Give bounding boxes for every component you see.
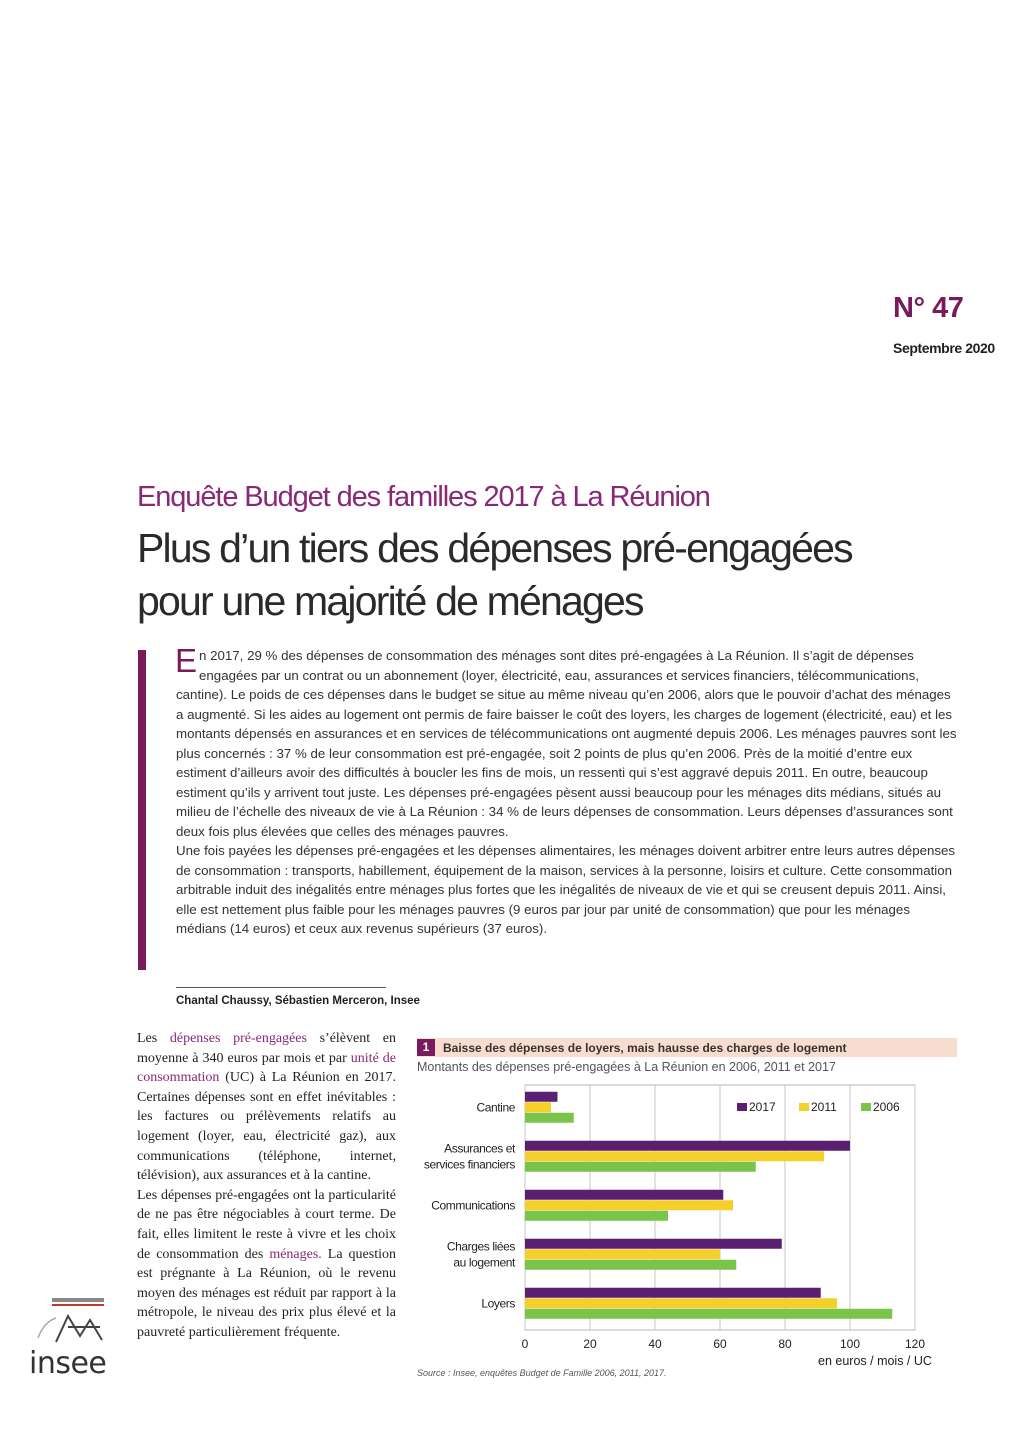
x-axis-unit: en euros / mois / UC <box>818 1354 932 1368</box>
x-tick-label: 80 <box>778 1337 792 1351</box>
authors: Chantal Chaussy, Sébastien Merceron, Insee <box>176 995 420 1007</box>
body-text: Les dépenses pré-engagées ont la particularité de ne pas être négociables à court terme. De fait, elles limitent le reste à vivre et les choix de consommation des <box>137 1187 396 1262</box>
abstract-accent-bar <box>138 650 146 970</box>
x-tick-label: 40 <box>648 1337 662 1351</box>
x-tick-label: 20 <box>583 1337 597 1351</box>
abstract-paragraph-2: Une fois payées les dépenses pré-engagées et les dépenses alimentaires, les ménages doivent arbitrer entre leurs autres dépenses de consommation : transports, habillement, équipement de la maison, services à la personne, loisirs et culture. Cette consommation arbitrable induit des inégalités entre ménages plus fortes que les inégalités de niveaux de vie et qui se creusent depuis 2011. Ainsi, elle est nettement plus faible pour les ménages pauvres (9 euros par jour par unité de consommation) que pour les ménages médians (14 euros) et ceux aux revenus supérieurs (37 euros). <box>176 843 956 936</box>
category-label: au logement <box>453 1255 515 1270</box>
legend-swatch-2006 <box>861 1103 871 1111</box>
bar-chart <box>410 1080 950 1355</box>
issue-date: Septembre 2020 <box>893 340 995 356</box>
series-title: Enquête Budget des familles 2017 à La Réunion <box>137 481 710 513</box>
bar-2006 <box>525 1309 892 1319</box>
legend-label-2011: 2011 <box>811 1100 837 1114</box>
figure-subtitle: Montants des dépenses pré-engagées à La Réunion en 2006, 2011 et 2017 <box>417 1060 836 1074</box>
x-tick-label: 120 <box>904 1337 926 1351</box>
abstract-paragraph-1 <box>175 642 958 841</box>
category-label: Loyers <box>481 1296 515 1311</box>
glossary-link-uc[interactable]: unité de consommation <box>137 1050 396 1086</box>
category-label: Charges liées <box>446 1239 515 1254</box>
legend-label-2017: 2017 <box>749 1100 776 1114</box>
bar-2011 <box>525 1151 824 1161</box>
issue-number: N° 47 <box>893 292 964 324</box>
body-paragraph-1 <box>137 1029 396 1186</box>
category-label: Communications <box>431 1198 515 1213</box>
body-text: s’élèvent en moyenne à 340 euros par mois et par <box>137 1031 396 1066</box>
bar-2006 <box>525 1211 668 1221</box>
authors-divider <box>176 987 386 988</box>
bar-2017 <box>525 1141 850 1151</box>
bar-2006 <box>525 1260 736 1270</box>
category-label: Assurances et <box>444 1141 515 1156</box>
bar-2017 <box>525 1092 558 1102</box>
bar-2017 <box>525 1239 782 1249</box>
insee-wordmark: insee <box>29 1346 107 1381</box>
glossary-link-menages[interactable]: ménages. <box>269 1246 322 1262</box>
page-title: Plus d’un tiers des dépenses pré-engagées pour une majorité de ménages <box>137 525 852 624</box>
category-label: services financiers <box>423 1157 515 1172</box>
legend-swatch-2011 <box>799 1103 809 1111</box>
body-text: La question est prégnante à La Réunion, où le revenu moyen des ménages est réduit par rapport à la métropole, le niveau des prix plus élevé et la pauvreté particulièrement fréquente. <box>137 1246 396 1340</box>
bar-2011 <box>525 1249 720 1259</box>
bar-2011 <box>525 1200 733 1210</box>
bar-2011 <box>525 1298 837 1308</box>
figure-header <box>417 1038 957 1057</box>
body-text: Les <box>137 1031 170 1046</box>
category-label: Cantine <box>476 1100 515 1115</box>
x-tick-label: 60 <box>713 1337 727 1351</box>
body-text: (UC) à La Réunion en 2017. Certaines dépenses sont en effet inévitables : les factures ou prélèvements relatifs au logement (loyer, eau, électricité gaz), aux communications (téléphone, internet, télévision), aux assurances et à la cantine. <box>137 1070 396 1184</box>
legend-label-2006: 2006 <box>873 1100 900 1114</box>
bar-2006 <box>525 1162 756 1172</box>
figure-source: Source : Insee, enquêtes Budget de Famille 2006, 2011, 2017. <box>417 1368 667 1378</box>
bar-2017 <box>525 1288 821 1298</box>
bar-2017 <box>525 1190 723 1200</box>
legend-swatch-2017 <box>737 1103 747 1111</box>
body-column <box>137 1029 396 1343</box>
x-tick-label: 100 <box>839 1337 861 1351</box>
figure-title: Baisse des dépenses de loyers, mais hausse des charges de logement <box>443 1040 847 1055</box>
x-tick-label: 0 <box>521 1337 529 1351</box>
drop-cap: E <box>175 642 198 679</box>
bar-2006 <box>525 1113 574 1123</box>
abstract-text-1: n 2017, 29 % des dépenses de consommation des ménages sont dites pré-engagées à La Réunion. Il s’agit de dépenses engagées par un contrat ou un abonnement (loyer, électricité, eau, assurances et services financiers, télécommunications, cantine). Le poids de ces dépenses dans le budget se situe au même niveau qu’en 2006, alors que le pouvoir d’achat des ménages a augmenté. Si les aides au logement ont permis de faire baisser le coût des loyers, les charges de logement (électricité, eau) et les montants dépensés en assurances et en services de télécommunications ont augmenté depuis 2006. Les ménages pauvres sont les plus concernés : 37 % de leur consommation est pré-engagée, soit 2 points de plus qu’en 2006. Près de la moitié d’entre eux estiment d’ailleurs avoir des difficultés à boucler les fins de mois, un ressenti qui s’est aggravé depuis 2011. En outre, beaucoup estiment qu’ils y arrivent tout juste. Les dépenses pré-engagées pèsent aussi beaucoup pour les ménages dits médians, situés au milieu de l’échelle des niveaux de vie à La Réunion : 34 % de leurs dépenses de consommation. Leurs dépenses d’assurances sont deux fois plus élevées que celles des ménages pauvres. <box>176 648 957 839</box>
bar-2011 <box>525 1102 551 1112</box>
body-paragraph-2 <box>137 1186 396 1343</box>
figure-number: 1 <box>417 1039 435 1056</box>
glossary-link-depenses[interactable]: dépenses pré-engagées <box>169 1031 307 1046</box>
abstract <box>175 642 958 939</box>
